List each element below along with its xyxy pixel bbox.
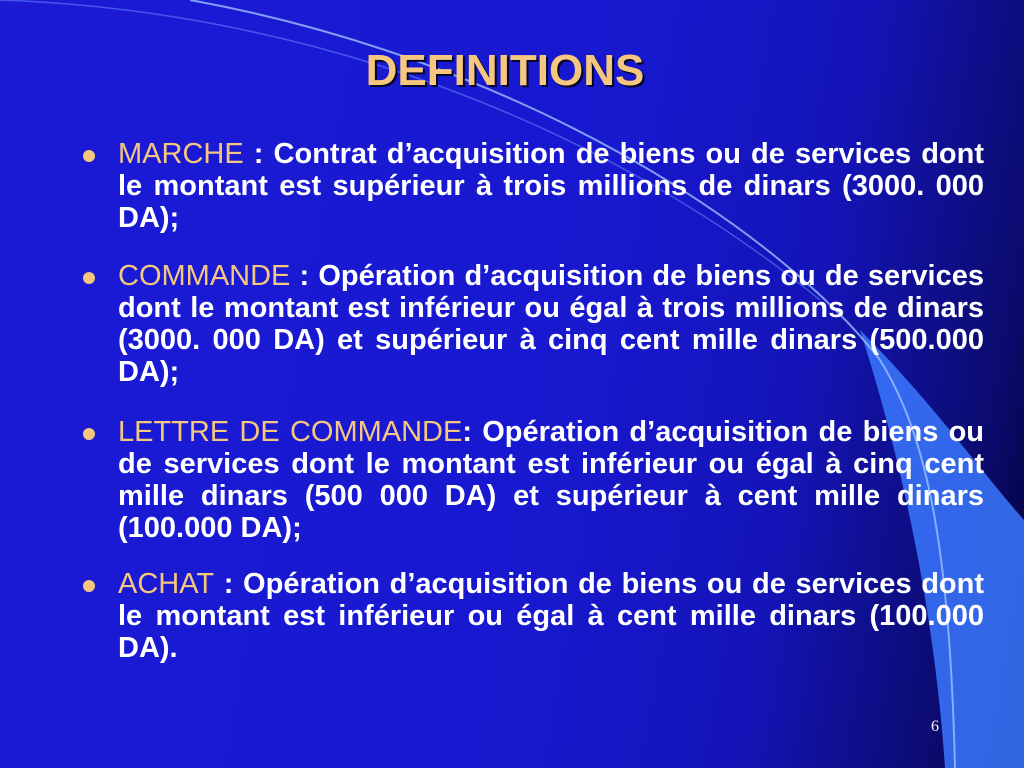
slide-title: DEFINITIONS: [365, 46, 645, 95]
definition-text: : Opération d’acquisition de biens ou de services dont le montant est inférieur ou égal à cent mille dinars (100.000 DA).: [118, 568, 984, 664]
definition-term: COMMANDE: [118, 260, 291, 292]
definition-term: ACHAT: [118, 568, 215, 600]
page-number: 6: [931, 718, 939, 735]
definition-term: LETTRE DE COMMANDE: [118, 416, 463, 448]
definition-item-achat: [80, 568, 984, 664]
bullet-icon: [83, 428, 95, 440]
definition-term: MARCHE: [118, 138, 244, 170]
definition-item-commande: [80, 260, 984, 388]
definition-text: : Contrat d’acquisition de biens ou de services dont le montant est supérieur à trois millions de dinars (3000. 000 DA);: [118, 138, 984, 234]
bullet-icon: [83, 150, 95, 162]
definition-item-lettre-de-commande: [80, 416, 984, 544]
bullet-icon: [83, 272, 95, 284]
definition-text: : Opération d’acquisition de biens ou de services dont le montant est inférieur ou égal à cinq cent mille dinars (500 000 DA) et supérieur à cent mille dinars (100.000 DA);: [118, 416, 984, 544]
bullet-icon: [83, 580, 95, 592]
definition-text: : Opération d’acquisition de biens ou de services dont le montant est inférieur ou égal à trois millions de dinars (3000. 000 DA) et supérieur à cinq cent mille dinars (500.000 DA);: [118, 260, 984, 388]
definition-item-marche: [80, 138, 984, 234]
definition-list: [80, 138, 984, 690]
